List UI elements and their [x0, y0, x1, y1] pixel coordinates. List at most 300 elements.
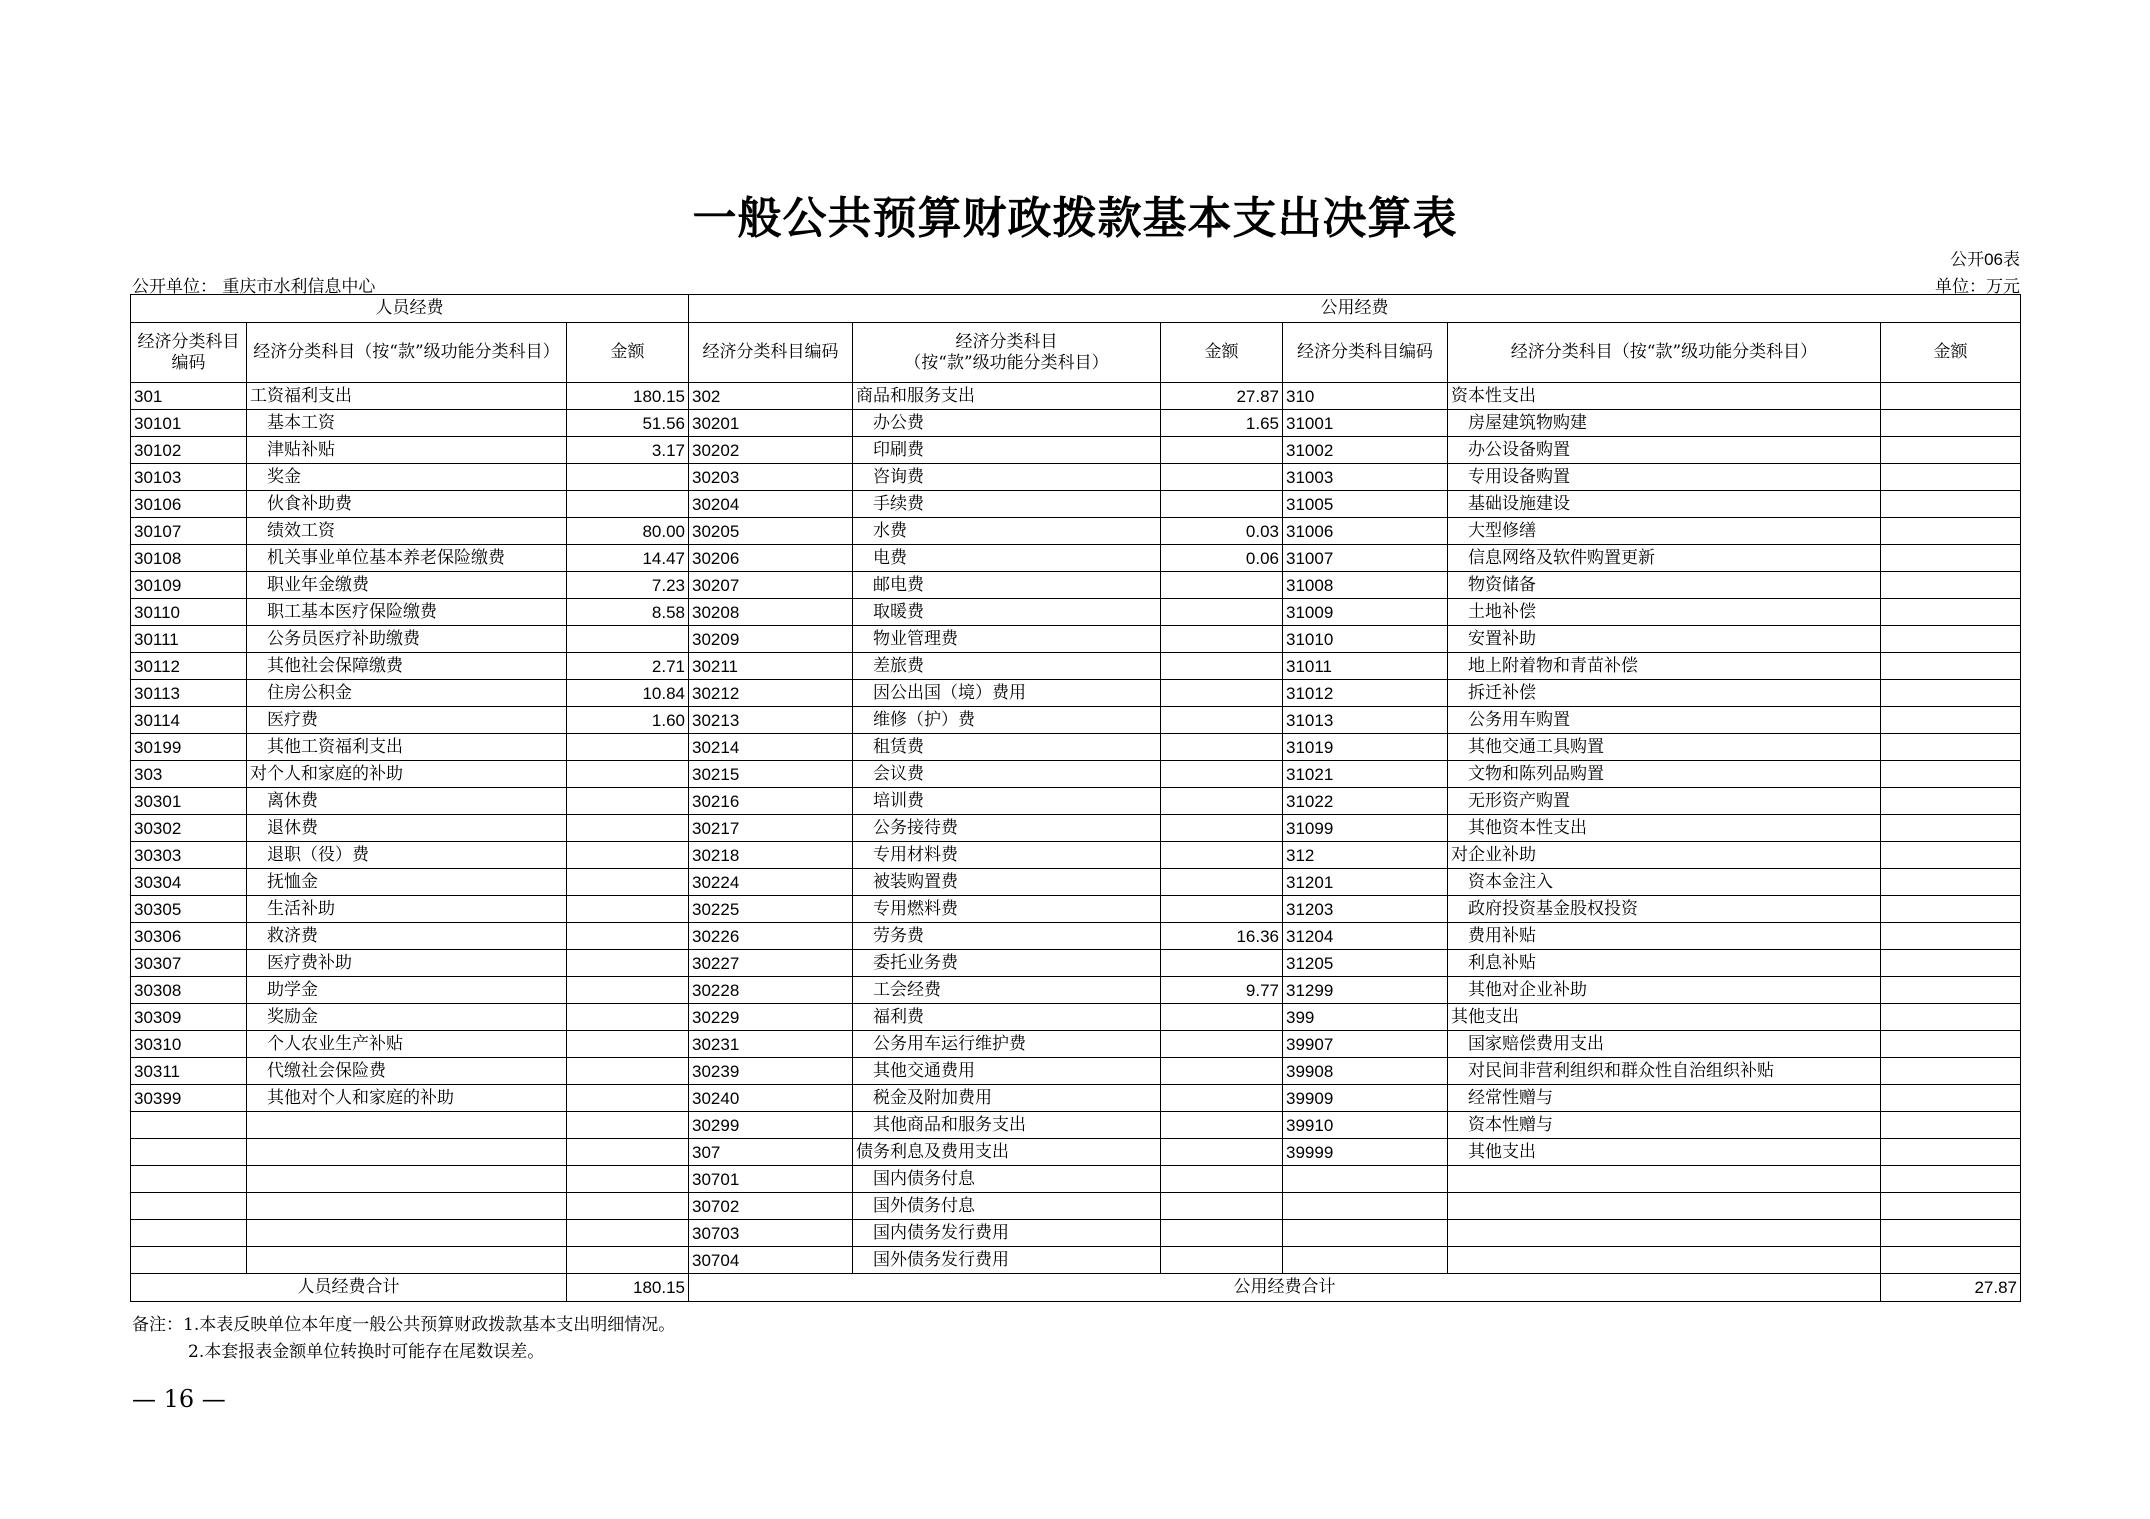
name-cell: 维修（护）费 — [853, 707, 1161, 734]
name-cell: 公务员医疗补助缴费 — [247, 626, 567, 653]
code-cell: 31019 — [1283, 734, 1448, 761]
name-cell — [1448, 1193, 1881, 1220]
table-row — [131, 923, 2021, 950]
name-cell: 安置补助 — [1448, 626, 1881, 653]
amount-cell — [1881, 869, 2021, 896]
amount-cell — [1881, 707, 2021, 734]
name-cell: 租赁费 — [853, 734, 1161, 761]
name-cell: 生活补助 — [247, 896, 567, 923]
amount-cell — [1881, 491, 2021, 518]
code-cell: 30214 — [689, 734, 853, 761]
code-cell: 30306 — [131, 923, 247, 950]
code-cell: 30109 — [131, 572, 247, 599]
name-cell: 住房公积金 — [247, 680, 567, 707]
amount-cell: 3.17 — [567, 437, 689, 464]
code-cell: 31205 — [1283, 950, 1448, 977]
name-cell: 国外债务付息 — [853, 1193, 1161, 1220]
name-cell: 税金及附加费用 — [853, 1085, 1161, 1112]
code-cell: 30112 — [131, 653, 247, 680]
header-name-3: 经济分类科目（按“款”级功能分类科目） — [1448, 323, 1881, 383]
amount-cell — [567, 1193, 689, 1220]
expenditure-table — [130, 294, 2021, 1302]
table-row — [131, 1004, 2021, 1031]
amount-cell — [1881, 896, 2021, 923]
table-row — [131, 1031, 2021, 1058]
amount-cell: 14.47 — [567, 545, 689, 572]
code-cell: 30226 — [689, 923, 853, 950]
name-cell: 培训费 — [853, 788, 1161, 815]
header-amount-3: 金额 — [1881, 323, 2021, 383]
amount-cell — [1161, 1004, 1283, 1031]
amount-cell: 8.58 — [567, 599, 689, 626]
amount-cell — [567, 1139, 689, 1166]
name-cell: 房屋建筑物购建 — [1448, 410, 1881, 437]
amount-cell: 1.60 — [567, 707, 689, 734]
code-cell: 30311 — [131, 1058, 247, 1085]
name-cell: 被装购置费 — [853, 869, 1161, 896]
amount-cell — [1161, 599, 1283, 626]
note-2: 2.本套报表金额单位转换时可能存在尾数误差。 — [188, 1342, 545, 1362]
amount-cell — [1161, 869, 1283, 896]
name-cell: 资本性赠与 — [1448, 1112, 1881, 1139]
notes — [132, 1312, 675, 1366]
name-cell: 专用燃料费 — [853, 896, 1161, 923]
name-cell: 文物和陈列品购置 — [1448, 761, 1881, 788]
code-cell: 30199 — [131, 734, 247, 761]
code-cell: 30106 — [131, 491, 247, 518]
name-cell: 因公出国（境）费用 — [853, 680, 1161, 707]
table-row — [131, 896, 2021, 923]
amount-cell — [567, 1004, 689, 1031]
name-cell: 其他资本性支出 — [1448, 815, 1881, 842]
amount-cell — [1161, 1058, 1283, 1085]
name-cell: 邮电费 — [853, 572, 1161, 599]
name-cell: 代缴社会保险费 — [247, 1058, 567, 1085]
name-cell: 公务用车购置 — [1448, 707, 1881, 734]
code-cell: 39908 — [1283, 1058, 1448, 1085]
unit-line — [132, 272, 2020, 297]
name-cell: 会议费 — [853, 761, 1161, 788]
name-cell — [1448, 1166, 1881, 1193]
amount-cell — [1161, 761, 1283, 788]
code-cell: 30107 — [131, 518, 247, 545]
section-public: 公用经费 — [689, 295, 2021, 323]
page-number: — 16 — — [132, 1385, 226, 1413]
code-cell: 31203 — [1283, 896, 1448, 923]
code-cell — [131, 1220, 247, 1247]
name-cell: 劳务费 — [853, 923, 1161, 950]
table-row — [131, 815, 2021, 842]
name-cell: 绩效工资 — [247, 518, 567, 545]
amount-cell: 10.84 — [567, 680, 689, 707]
name-cell: 其他对企业补助 — [1448, 977, 1881, 1004]
name-cell: 其他支出 — [1448, 1139, 1881, 1166]
personnel-total-amount: 180.15 — [567, 1274, 689, 1302]
code-cell: 30701 — [689, 1166, 853, 1193]
code-cell: 39907 — [1283, 1031, 1448, 1058]
code-cell: 30225 — [689, 896, 853, 923]
code-cell: 312 — [1283, 842, 1448, 869]
name-cell: 手续费 — [853, 491, 1161, 518]
name-cell: 奖励金 — [247, 1004, 567, 1031]
amount-cell — [567, 1031, 689, 1058]
amount-cell: 180.15 — [567, 383, 689, 410]
header-name-2: 经济分类科目 （按“款”级功能分类科目） — [853, 323, 1161, 383]
amount-cell — [1881, 1031, 2021, 1058]
amount-cell — [1881, 1004, 2021, 1031]
code-cell: 31011 — [1283, 653, 1448, 680]
code-cell: 30302 — [131, 815, 247, 842]
amount-cell — [1881, 734, 2021, 761]
name-cell — [247, 1193, 567, 1220]
table-row — [131, 572, 2021, 599]
code-cell: 31012 — [1283, 680, 1448, 707]
amount-cell — [567, 842, 689, 869]
code-cell: 30201 — [689, 410, 853, 437]
amount-cell — [1161, 1247, 1283, 1274]
name-cell: 利息补贴 — [1448, 950, 1881, 977]
code-cell: 303 — [131, 761, 247, 788]
code-cell: 30212 — [689, 680, 853, 707]
amount-cell — [1161, 896, 1283, 923]
amount-cell: 16.36 — [1161, 923, 1283, 950]
amount-cell — [1161, 464, 1283, 491]
amount-cell — [567, 734, 689, 761]
code-cell — [1283, 1220, 1448, 1247]
unit-label: 公开单位： — [132, 277, 217, 297]
name-cell: 商品和服务支出 — [853, 383, 1161, 410]
code-cell: 30218 — [689, 842, 853, 869]
code-cell: 30229 — [689, 1004, 853, 1031]
name-cell: 其他对个人和家庭的补助 — [247, 1085, 567, 1112]
code-cell: 30704 — [689, 1247, 853, 1274]
code-cell: 30304 — [131, 869, 247, 896]
table-row — [131, 842, 2021, 869]
code-cell: 302 — [689, 383, 853, 410]
code-cell: 31022 — [1283, 788, 1448, 815]
code-cell — [131, 1166, 247, 1193]
name-cell: 抚恤金 — [247, 869, 567, 896]
name-cell: 工会经费 — [853, 977, 1161, 1004]
name-cell: 信息网络及软件购置更新 — [1448, 545, 1881, 572]
code-cell: 30113 — [131, 680, 247, 707]
amount-cell: 80.00 — [567, 518, 689, 545]
name-cell: 离休费 — [247, 788, 567, 815]
code-cell: 39999 — [1283, 1139, 1448, 1166]
name-cell: 电费 — [853, 545, 1161, 572]
name-cell: 公务用车运行维护费 — [853, 1031, 1161, 1058]
public-total-label: 公用经费合计 — [689, 1274, 1881, 1302]
amount-cell — [1881, 653, 2021, 680]
name-cell: 其他社会保障缴费 — [247, 653, 567, 680]
table-row — [131, 491, 2021, 518]
amount-cell: 7.23 — [567, 572, 689, 599]
name-cell — [247, 1247, 567, 1274]
amount-cell — [1161, 842, 1283, 869]
code-cell: 30303 — [131, 842, 247, 869]
table-row — [131, 1112, 2021, 1139]
amount-cell — [1161, 1085, 1283, 1112]
name-cell: 工资福利支出 — [247, 383, 567, 410]
code-cell: 30202 — [689, 437, 853, 464]
code-cell: 30114 — [131, 707, 247, 734]
amount-cell — [1881, 1220, 2021, 1247]
name-cell: 对个人和家庭的补助 — [247, 761, 567, 788]
amount-cell: 2.71 — [567, 653, 689, 680]
amount-cell — [1881, 1112, 2021, 1139]
name-cell: 个人农业生产补贴 — [247, 1031, 567, 1058]
header-code-2: 经济分类科目编码 — [689, 323, 853, 383]
amount-cell — [1881, 761, 2021, 788]
code-cell: 31201 — [1283, 869, 1448, 896]
code-cell: 30239 — [689, 1058, 853, 1085]
amount-cell — [1161, 1139, 1283, 1166]
name-cell: 专用材料费 — [853, 842, 1161, 869]
amount-cell — [1881, 1085, 2021, 1112]
code-cell: 30208 — [689, 599, 853, 626]
name-cell: 其他交通费用 — [853, 1058, 1161, 1085]
amount-cell — [1161, 734, 1283, 761]
table-row — [131, 680, 2021, 707]
amount-cell — [567, 1112, 689, 1139]
amount-cell — [1881, 977, 2021, 1004]
code-cell: 30207 — [689, 572, 853, 599]
amount-cell — [1161, 1193, 1283, 1220]
form-number: 公开06表 — [1950, 250, 2020, 269]
amount-cell — [567, 923, 689, 950]
name-cell: 印刷费 — [853, 437, 1161, 464]
code-cell: 30209 — [689, 626, 853, 653]
code-cell: 31204 — [1283, 923, 1448, 950]
amount-cell — [1161, 653, 1283, 680]
name-cell: 医疗费补助 — [247, 950, 567, 977]
code-cell: 307 — [689, 1139, 853, 1166]
totals-row — [131, 1274, 2021, 1302]
name-cell: 福利费 — [853, 1004, 1161, 1031]
header-code-1: 经济分类科目编码 — [131, 323, 247, 383]
name-cell — [247, 1139, 567, 1166]
code-cell: 31009 — [1283, 599, 1448, 626]
section-header-row — [131, 295, 2021, 323]
code-cell: 310 — [1283, 383, 1448, 410]
code-cell: 30205 — [689, 518, 853, 545]
amount-cell — [567, 1058, 689, 1085]
unit-name: 重庆市水利信息中心 — [222, 277, 376, 297]
table-row — [131, 464, 2021, 491]
code-cell: 30203 — [689, 464, 853, 491]
table-row — [131, 761, 2021, 788]
amount-cell — [1881, 518, 2021, 545]
amount-cell — [1161, 815, 1283, 842]
code-cell: 31005 — [1283, 491, 1448, 518]
code-cell: 30206 — [689, 545, 853, 572]
column-header-row — [131, 323, 2021, 383]
code-cell: 31021 — [1283, 761, 1448, 788]
name-cell: 办公费 — [853, 410, 1161, 437]
amount-cell — [1161, 680, 1283, 707]
note-1: 备注：1.本表反映单位本年度一般公共预算财政拨款基本支出明细情况。 — [132, 1315, 676, 1335]
personnel-total-label: 人员经费合计 — [131, 1274, 567, 1302]
name-cell: 经常性赠与 — [1448, 1085, 1881, 1112]
code-cell — [131, 1247, 247, 1274]
code-cell: 30702 — [689, 1193, 853, 1220]
amount-cell — [567, 1166, 689, 1193]
table-row — [131, 977, 2021, 1004]
name-cell: 其他商品和服务支出 — [853, 1112, 1161, 1139]
code-cell: 30224 — [689, 869, 853, 896]
amount-cell — [1881, 572, 2021, 599]
name-cell: 其他交通工具购置 — [1448, 734, 1881, 761]
code-cell: 30703 — [689, 1220, 853, 1247]
name-cell: 国内债务发行费用 — [853, 1220, 1161, 1247]
table-row — [131, 707, 2021, 734]
amount-cell — [1881, 1247, 2021, 1274]
name-cell: 奖金 — [247, 464, 567, 491]
amount-cell — [1161, 1112, 1283, 1139]
name-cell: 债务利息及费用支出 — [853, 1139, 1161, 1166]
name-cell: 助学金 — [247, 977, 567, 1004]
amount-cell — [1161, 1166, 1283, 1193]
header-code-3: 经济分类科目编码 — [1283, 323, 1448, 383]
amount-cell — [1881, 410, 2021, 437]
name-cell: 医疗费 — [247, 707, 567, 734]
table-row — [131, 734, 2021, 761]
name-cell: 委托业务费 — [853, 950, 1161, 977]
table-row — [131, 1193, 2021, 1220]
code-cell: 31006 — [1283, 518, 1448, 545]
amount-cell — [1881, 383, 2021, 410]
name-cell — [1448, 1247, 1881, 1274]
amount-cell — [1881, 1139, 2021, 1166]
amount-cell — [567, 1220, 689, 1247]
name-cell: 伙食补助费 — [247, 491, 567, 518]
table-row — [131, 788, 2021, 815]
name-cell: 地上附着物和青苗补偿 — [1448, 653, 1881, 680]
section-personnel: 人员经费 — [131, 295, 689, 323]
name-cell: 救济费 — [247, 923, 567, 950]
amount-cell: 9.77 — [1161, 977, 1283, 1004]
name-cell: 资本性支出 — [1448, 383, 1881, 410]
name-cell: 咨询费 — [853, 464, 1161, 491]
amount-cell — [567, 491, 689, 518]
amount-cell: 27.87 — [1161, 383, 1283, 410]
table-row — [131, 1220, 2021, 1247]
code-cell: 399 — [1283, 1004, 1448, 1031]
header-amount-1: 金额 — [567, 323, 689, 383]
code-cell: 31003 — [1283, 464, 1448, 491]
code-cell: 30227 — [689, 950, 853, 977]
code-cell: 30305 — [131, 896, 247, 923]
amount-cell — [567, 788, 689, 815]
amount-cell — [567, 950, 689, 977]
code-cell: 30110 — [131, 599, 247, 626]
amount-cell — [567, 896, 689, 923]
name-cell: 其他支出 — [1448, 1004, 1881, 1031]
amount-cell — [1161, 950, 1283, 977]
amount-cell — [1881, 1058, 2021, 1085]
name-cell: 对民间非营利组织和群众性自治组织补贴 — [1448, 1058, 1881, 1085]
name-cell: 无形资产购置 — [1448, 788, 1881, 815]
code-cell: 30308 — [131, 977, 247, 1004]
amount-cell — [1881, 599, 2021, 626]
table-row — [131, 383, 2021, 410]
code-cell: 30204 — [689, 491, 853, 518]
name-cell — [247, 1220, 567, 1247]
name-cell: 职业年金缴费 — [247, 572, 567, 599]
code-cell: 301 — [131, 383, 247, 410]
code-cell: 31010 — [1283, 626, 1448, 653]
name-cell — [247, 1166, 567, 1193]
code-cell: 30299 — [689, 1112, 853, 1139]
code-cell — [131, 1112, 247, 1139]
amount-cell — [1161, 707, 1283, 734]
table-row — [131, 1139, 2021, 1166]
amount-cell — [567, 869, 689, 896]
name-cell: 物资储备 — [1448, 572, 1881, 599]
amount-cell — [1881, 1193, 2021, 1220]
table-row — [131, 1247, 2021, 1274]
code-cell: 30101 — [131, 410, 247, 437]
table-row — [131, 1166, 2021, 1193]
amount-cell — [1161, 626, 1283, 653]
code-cell: 30217 — [689, 815, 853, 842]
code-cell: 30301 — [131, 788, 247, 815]
amount-cell — [1881, 464, 2021, 491]
name-cell: 水费 — [853, 518, 1161, 545]
amount-cell — [1161, 572, 1283, 599]
code-cell: 31001 — [1283, 410, 1448, 437]
table-row — [131, 869, 2021, 896]
table-row — [131, 437, 2021, 464]
amount-cell — [1881, 680, 2021, 707]
amount-cell — [1161, 1031, 1283, 1058]
amount-cell: 0.06 — [1161, 545, 1283, 572]
name-cell: 办公设备购置 — [1448, 437, 1881, 464]
amount-cell — [1161, 1220, 1283, 1247]
code-cell: 30399 — [131, 1085, 247, 1112]
code-cell — [1283, 1166, 1448, 1193]
amount-cell — [567, 1085, 689, 1112]
name-cell: 国内债务付息 — [853, 1166, 1161, 1193]
name-cell: 津贴补贴 — [247, 437, 567, 464]
amount-cell: 0.03 — [1161, 518, 1283, 545]
code-cell: 39909 — [1283, 1085, 1448, 1112]
code-cell: 30102 — [131, 437, 247, 464]
code-cell: 39910 — [1283, 1112, 1448, 1139]
name-cell — [247, 1112, 567, 1139]
code-cell: 30307 — [131, 950, 247, 977]
amount-cell — [1881, 923, 2021, 950]
amount-cell — [1881, 950, 2021, 977]
amount-cell — [1161, 491, 1283, 518]
code-cell: 31013 — [1283, 707, 1448, 734]
name-cell: 对企业补助 — [1448, 842, 1881, 869]
amount-cell — [1881, 545, 2021, 572]
name-cell — [1448, 1220, 1881, 1247]
code-cell: 30213 — [689, 707, 853, 734]
name-cell: 费用补贴 — [1448, 923, 1881, 950]
amount-cell — [1161, 788, 1283, 815]
code-cell: 30310 — [131, 1031, 247, 1058]
amount-cell — [1881, 788, 2021, 815]
name-cell: 差旅费 — [853, 653, 1161, 680]
table-row — [131, 1058, 2021, 1085]
header-amount-2: 金额 — [1161, 323, 1283, 383]
table-row — [131, 1085, 2021, 1112]
code-cell: 31002 — [1283, 437, 1448, 464]
code-cell: 31099 — [1283, 815, 1448, 842]
amount-cell — [1881, 1166, 2021, 1193]
